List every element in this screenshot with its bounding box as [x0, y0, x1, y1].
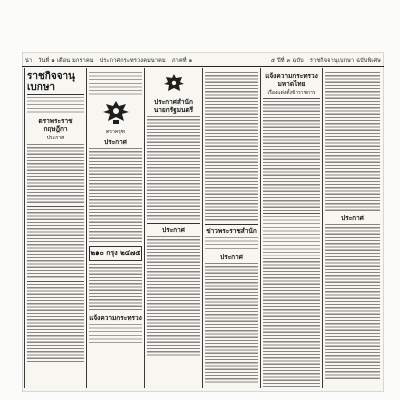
garuda-small-emblem-icon [163, 73, 185, 95]
seal-caption: ตราครุฑ [106, 129, 125, 135]
divider [147, 223, 200, 224]
col2-text-top [89, 72, 142, 96]
divider [263, 213, 320, 214]
divider [27, 206, 84, 207]
col4-text-b [205, 237, 258, 251]
header-volume: ๕ ปีที่ ๓ ฉบับ [270, 57, 304, 64]
col2-text-a [89, 148, 142, 243]
col1-notice-sub: ประกาศ [46, 135, 65, 141]
header-page-no: น่า [25, 57, 33, 64]
garuda-emblem-icon [102, 99, 130, 125]
col3-text-a [147, 116, 200, 221]
divider [205, 224, 258, 225]
col3-mid-head: ประกาศ [162, 226, 185, 234]
divider [263, 98, 320, 99]
col6-text-b [325, 224, 380, 379]
column-3 [144, 68, 202, 388]
header-section: ภาคที่ ๑ [171, 57, 193, 64]
column-2 [86, 68, 144, 388]
col4-text-c [205, 263, 258, 383]
col2-text-c [89, 324, 142, 344]
col4-head: ข่าวพระราชสำนัก [206, 227, 257, 235]
page-header [22, 55, 384, 67]
col2-footer-head: แจ้งความกระทรวง [89, 314, 142, 322]
col3-text-b [147, 236, 200, 356]
col5-text-c [263, 258, 320, 388]
col1-text-b [27, 209, 84, 279]
column-4 [202, 68, 260, 388]
col4-text-a [205, 72, 258, 222]
col2-text-b [89, 264, 142, 312]
column-5 [260, 68, 322, 388]
divider [27, 281, 84, 282]
masthead-text [27, 97, 84, 115]
col5-text-a [263, 101, 320, 211]
header-ministry: ประกาศกระทรวงคมนาคม [99, 57, 166, 64]
col5-sub: เรื่องแต่งตั้งข้าราชการ [267, 90, 316, 96]
col3-head: ประกาศสำนักนายกรัฐมนตรี [153, 98, 194, 114]
header-edition: ราชกิจจานุเบกษา ฉบับพิเศษ [309, 57, 381, 64]
col6-text-a [325, 72, 380, 212]
col2-head: ประกาศ [104, 138, 127, 146]
masthead: ราชกิจจานุเบกษา [27, 71, 84, 95]
col1-text-a [27, 144, 84, 204]
col5-head: แจ้งความกระทรวงมหาดไทย [265, 72, 318, 88]
col6-head: ประกาศ [341, 214, 364, 222]
col4-mid-head: ประกาศ [220, 253, 243, 261]
header-date: วันที่ ๑ เดือน มกราคม [38, 57, 94, 64]
col2-boxed-title: ๒๑๐ กรุง ๒๔๗๕ [89, 246, 142, 261]
col1-notice-head: ตราพระราชกฤษฎีกา [38, 117, 73, 133]
col5-text-b [263, 216, 320, 256]
col1-text-c [27, 284, 84, 364]
column-6 [322, 68, 382, 388]
column-1 [24, 68, 86, 388]
